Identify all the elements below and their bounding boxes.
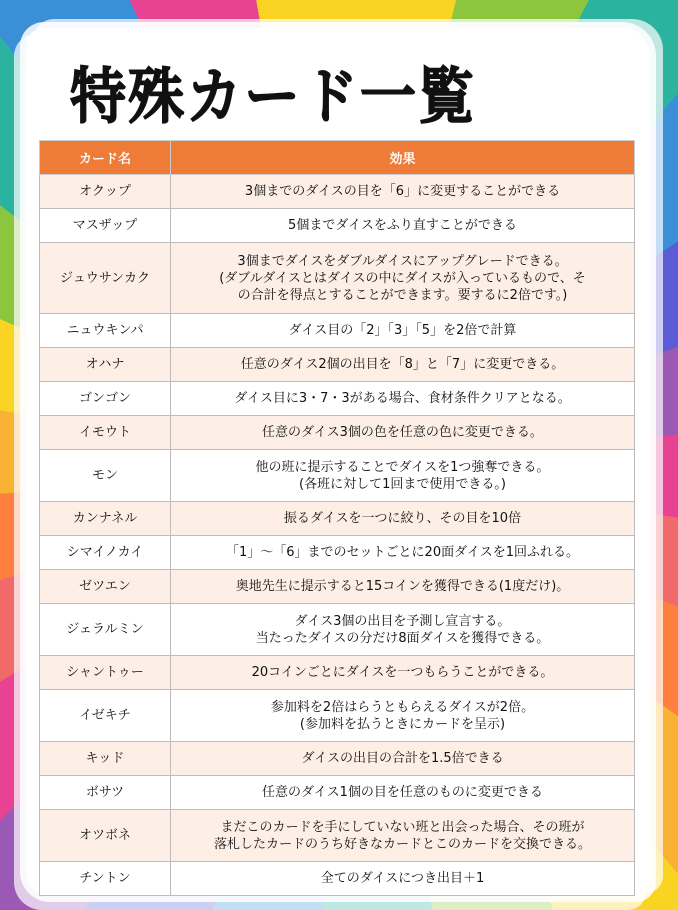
table-row — [40, 450, 635, 502]
table-row — [40, 742, 635, 776]
card-name-cell: モン — [40, 450, 171, 502]
card-effect-cell — [171, 416, 635, 450]
table-row — [40, 175, 635, 209]
card-effect-cell — [171, 209, 635, 243]
card-name-cell: カンナネル — [40, 502, 171, 536]
effect-text-line: 奥地先生に提示すると15コインを獲得できる(1度だけ)。 — [235, 579, 570, 594]
card-effect-cell — [171, 656, 635, 690]
effect-text-line: ダイス3個の出目を予測し宣言する。 — [294, 613, 511, 629]
card-name-cell: オハナ — [40, 348, 171, 382]
table-row — [40, 656, 635, 690]
table-row — [40, 348, 635, 382]
effect-text-line: 振るダイスを一つに絞り、その目を10倍 — [283, 511, 522, 526]
card-name-cell: ニュウキンパ — [40, 314, 171, 348]
card-name-cell: ジュウサンカク — [40, 243, 171, 314]
effect-text-line: まだこのカードを手にしていない班と出会った場合、その班が — [220, 819, 585, 835]
card-name-cell: チントン — [40, 862, 171, 896]
table-row — [40, 243, 635, 314]
card-name-cell: マスザップ — [40, 209, 171, 243]
card-name-cell: オツボネ — [40, 810, 171, 862]
effect-text-line: 任意のダイス3個の色を任意の色に変更できる。 — [262, 425, 543, 440]
special-card-table — [39, 140, 635, 896]
effect-text-line: (各班に対して1回まで使用できる。) — [299, 476, 506, 492]
table-row — [40, 862, 635, 896]
card-effect-cell — [171, 450, 635, 502]
card-name-cell: オクップ — [40, 175, 171, 209]
card-effect-cell — [171, 502, 635, 536]
effect-text-line: 「1」～「6」までのセットごとに20面ダイスを1回ふれる。 — [226, 545, 579, 560]
effect-text-line: 3個までのダイスの目を「6」に変更することができる — [244, 184, 561, 199]
effect-text-line: (ダブルダイスとはダイスの中にダイスが入っているもので、そ — [219, 270, 586, 286]
table-row — [40, 314, 635, 348]
effect-text-line: ダイス目に3・7・3がある場合、食材条件クリアとなる。 — [234, 391, 571, 406]
effect-text-line: 当たったダイスの分だけ8面ダイスを獲得できる。 — [255, 630, 550, 646]
table-row — [40, 209, 635, 243]
table-row — [40, 776, 635, 810]
header-effect: 効果 — [171, 141, 635, 175]
card-effect-cell — [171, 536, 635, 570]
card-effect-cell — [171, 348, 635, 382]
card-effect-cell — [171, 690, 635, 742]
card-name-cell: ジェラルミン — [40, 604, 171, 656]
card-effect-cell — [171, 604, 635, 656]
table-row — [40, 570, 635, 604]
effect-text-line: ダイス目の「2」「3」「5」を2倍で計算 — [288, 323, 517, 338]
card-name-cell: キッド — [40, 742, 171, 776]
card-name-cell: シャントゥー — [40, 656, 171, 690]
table-row — [40, 604, 635, 656]
effect-text-line: 任意のダイス2個の出目を「8」と「7」に変更できる。 — [240, 357, 565, 372]
card-name-cell: イゼキチ — [40, 690, 171, 742]
effect-text-line: (参加料を払うときにカードを呈示) — [299, 716, 506, 732]
effect-text-line: 参加料を2倍はらうともらえるダイスが2倍。 — [270, 699, 535, 715]
effect-text-line: 20コインごとにダイスを一つもらうことができる。 — [251, 665, 554, 680]
card-effect-cell — [171, 742, 635, 776]
card-name-cell: ゼツエン — [40, 570, 171, 604]
card-effect-cell — [171, 570, 635, 604]
page-title: 特殊カード一覧 — [70, 61, 476, 132]
card-name-cell: ゴンゴン — [40, 382, 171, 416]
table-row — [40, 416, 635, 450]
card-effect-cell — [171, 314, 635, 348]
effect-text-line: 3個までダイスをダブルダイスにアップグレードできる。 — [237, 253, 568, 269]
table-row — [40, 382, 635, 416]
card-effect-cell — [171, 862, 635, 896]
table-row — [40, 690, 635, 742]
table-row — [40, 502, 635, 536]
card-name-cell: ボサツ — [40, 776, 171, 810]
table-body — [40, 175, 635, 896]
table-row — [40, 810, 635, 862]
effect-text-line: 落札したカードのうち好きなカードとこのカードを交換できる。 — [213, 836, 591, 852]
card-effect-cell — [171, 243, 635, 314]
card-effect-cell — [171, 175, 635, 209]
table-header-row — [40, 141, 635, 175]
effect-text-line: 全てのダイスにつき出目＋1 — [320, 871, 485, 886]
effect-text-line: の合計を得点とすることができます。要するに2倍です。) — [237, 287, 568, 303]
card-name-cell: イモウト — [40, 416, 171, 450]
header-card-name: カード名 — [40, 141, 171, 175]
effect-text-line: 5個までダイスをふり直すことができる — [288, 218, 517, 233]
card-name-cell: シマイノカイ — [40, 536, 171, 570]
table-row — [40, 536, 635, 570]
card-effect-cell — [171, 776, 635, 810]
effect-text-line: ダイスの出目の合計を1.5倍できる — [301, 751, 504, 766]
effect-text-line: 他の班に提示することでダイスを1つ強奪できる。 — [255, 459, 550, 475]
effect-text-line: 任意のダイス1個の目を任意のものに変更できる — [262, 785, 543, 800]
card-effect-cell — [171, 382, 635, 416]
card-effect-cell — [171, 810, 635, 862]
